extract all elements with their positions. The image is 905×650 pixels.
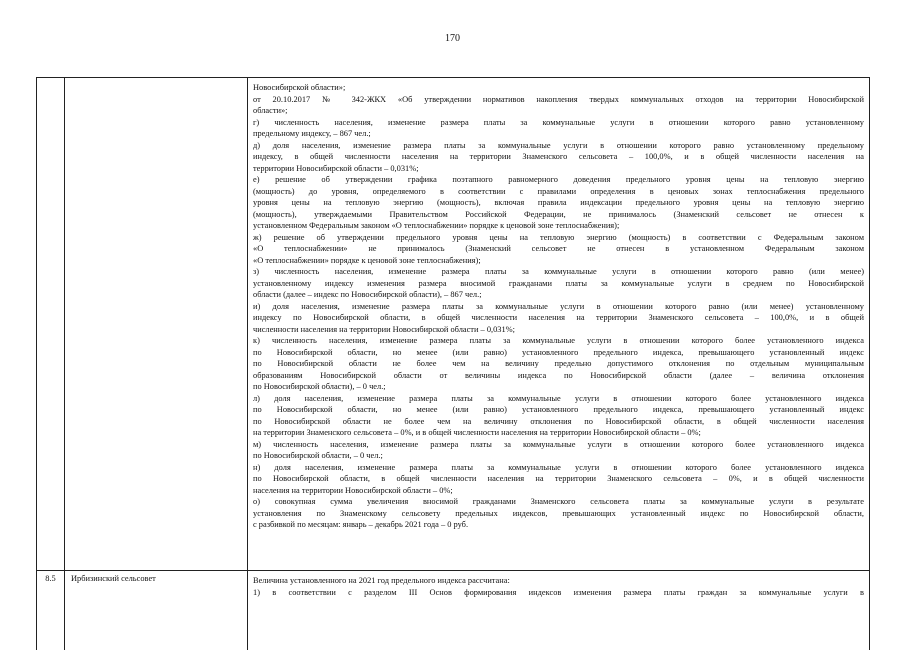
text-line: «О теплоснабжении» порядке к ценовой зоне теплоснабжения); [253, 255, 864, 267]
text-line: (мощность) до уровня, определяемого в соответствии с правилами определения в ценовых зонах теплоснабжения предельного [253, 186, 864, 198]
text-line: д) доля населения, изменение размера платы за коммунальные услуги в отношении которого равно установленному предельному [253, 140, 864, 152]
text-line: по Новосибирской области, в общей численности населения на территории Знаменского сельсовета – 0%, и в общей численности [253, 473, 864, 485]
text-line: е) решение об утверждении графика поэтапного равномерного доведения предельного уровня цены на тепловую энергию [253, 174, 864, 186]
text-line: к) численность населения, изменение размера платы за коммунальные услуги в отношении которого более установленного индекса [253, 335, 864, 347]
text-line: ж) решение об утверждении предельного уровня цены на тепловую энергию (мощность) в соответствии с Федеральным законом [253, 232, 864, 244]
text-line: установления по Знаменскому сельсовету предельных индексов, превышающих установленный индекс по Новосибирской области, [253, 508, 864, 520]
text-line: з) численность населения, изменение размера платы за коммунальные услуги в отношении которого равно (или менее) [253, 266, 864, 278]
text-line: о) совокупная сумма увеличения вносимой гражданами Знаменского сельсовета платы за коммунальные услуги в результате [253, 496, 864, 508]
text-line: индексу по Новосибирской области, в общей численности населения на территории Знаменского сельсовета – 100,0%, и в общей [253, 312, 864, 324]
text-line: Новосибирской области»; [253, 82, 864, 94]
text-line: области»; [253, 105, 864, 117]
text-line: г) численность населения, изменение размера платы за коммунальные услуги в отношении которого равно установленному [253, 117, 864, 129]
text-line: населения на территории Новосибирской области – 0%; [253, 485, 864, 497]
text-line: и) доля населения, изменение размера платы за коммунальные услуги в отношении которого равно (или менее) установленному [253, 301, 864, 313]
text-line: численности населения на территории Новосибирской области – 0,031%; [253, 324, 864, 336]
settlement-name-cell: Ирбизинский сельсовет [65, 571, 248, 650]
text-line: от 20.10.2017 № 342-ЖКХ «Об утверждении нормативов накопления твердых коммунальных отходов на территории Новосибирской [253, 94, 864, 106]
text-line: на территории Знаменского сельсовета – 0%, и в общей численности населения на территории Новосибирской области – 0%; [253, 427, 864, 439]
text-line: л) доля населения, изменение размера платы за коммунальные услуги в отношении которого более установленного индекса [253, 393, 864, 405]
text-line: м) численность населения, изменение размера платы за коммунальные услуги в отношении которого более установленного индекса [253, 439, 864, 451]
settlement-name-cell [65, 78, 248, 571]
description-cell [248, 571, 870, 650]
text-line: «О теплоснабжении» не принималось (Знаменский сельсовет не отнесен в установленном Федеральным законом [253, 243, 864, 255]
text-line: по Новосибирской области не более чем на величину отклонения по Новосибирской области, в общей численности населения [253, 416, 864, 428]
text-line: территории Новосибирской области – 0,031%; [253, 163, 864, 175]
text-line: предельному индексу, – 867 чел.; [253, 128, 864, 140]
description-cell [248, 78, 870, 571]
text-line: 1) в соответствии с разделом III Основ формирования индексов изменения размера платы граждан за коммунальные услуги в [253, 587, 864, 599]
page-number: 170 [0, 33, 905, 44]
text-line: установленном Федеральным законом «О теплоснабжении» порядке к ценовой зоне теплоснабжения); [253, 220, 864, 232]
text-line: уровня цены на тепловую энергию (мощность), включая правила индексации предельного уровня цены на тепловую энергию [253, 197, 864, 209]
text-line: индексу, в общей численности населения на территории Знаменского сельсовета – 100,0%, и в общей численности населения на [253, 151, 864, 163]
text-line: установленному индексу изменения размера вносимой гражданами платы за коммунальные услуги в среднем по Новосибирской [253, 278, 864, 290]
table-row [37, 78, 870, 571]
text-line: по Новосибирской области, но менее (или равно) установленного предельного индекса, превышающего установленный индекс [253, 404, 864, 416]
text-line: Величина установленного на 2021 год предельного индекса рассчитана: [253, 575, 864, 587]
row-number-cell: 8.5 [37, 571, 65, 650]
text-line: по Новосибирской области не более чем на величину предельно допустимого отклонения по отдельным муниципальным [253, 358, 864, 370]
text-line: области (далее – индекс по Новосибирской области), – 867 чел.; [253, 289, 864, 301]
text-line: с разбивкой по месяцам: январь – декабрь 2021 года – 0 руб. [253, 519, 864, 531]
text-line: образованиям Новосибирской области от величины индекса по Новосибирской области (далее – величина отклонения [253, 370, 864, 382]
text-line: (мощность), утверждаемыми Правительством Российской Федерации, не принималось (Знаменский сельсовет не отнесен к [253, 209, 864, 221]
row-number-cell [37, 78, 65, 571]
text-line: по Новосибирской области), – 0 чел.; [253, 381, 864, 393]
text-line: н) доля населения, изменение размера платы за коммунальные услуги в отношении которого более установленного индекса [253, 462, 864, 474]
document-table [36, 77, 870, 650]
text-line: по Новосибирской области, – 0 чел.; [253, 450, 864, 462]
table-row [37, 571, 870, 650]
text-line: по Новосибирской области, но менее (или равно) установленного предельного индекса, превышающего установленный индекс [253, 347, 864, 359]
